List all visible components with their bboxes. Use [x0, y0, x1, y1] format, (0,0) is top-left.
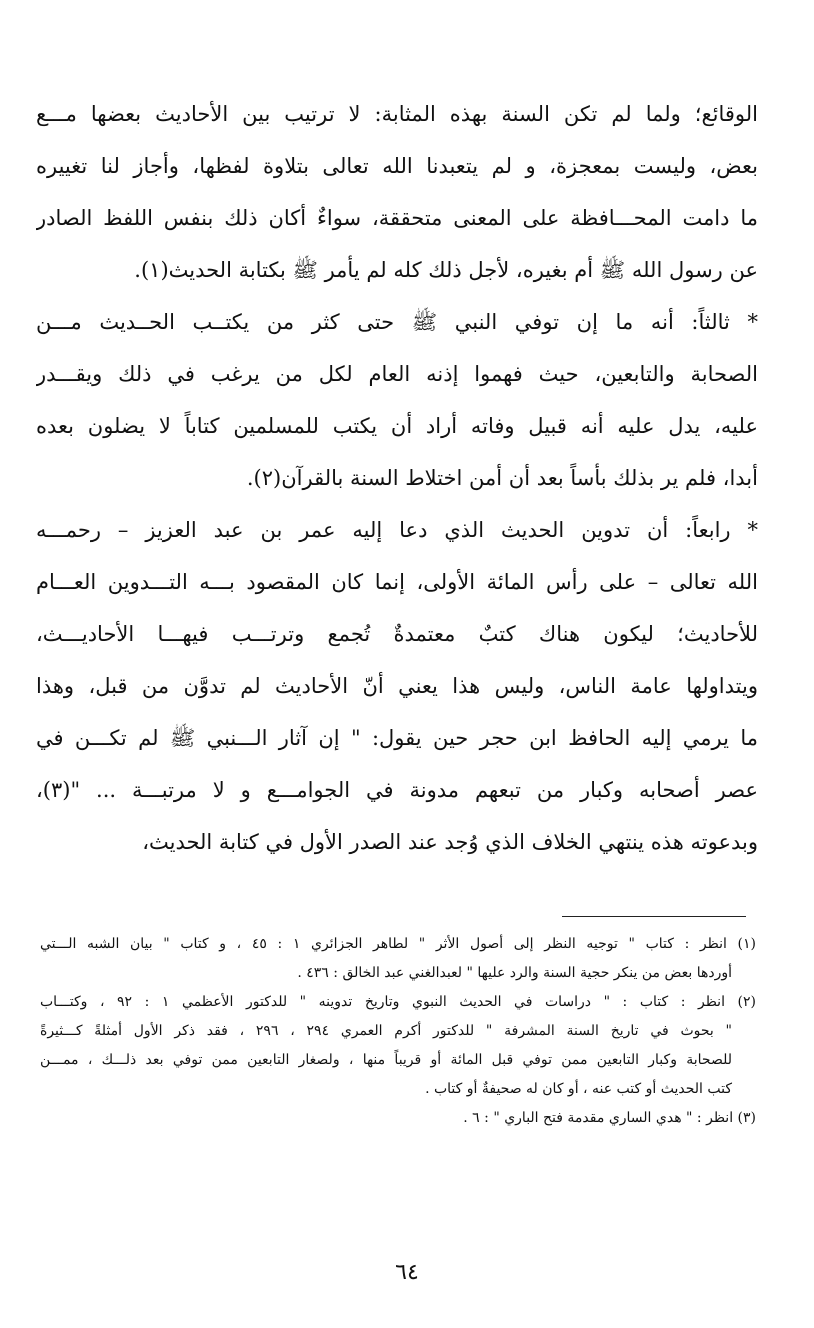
- body-line: عصر أصحابه وكبار من تبعهم مدونة في الجوامـــع و لا مرتبـــة ... "(٣)،: [36, 778, 758, 802]
- body-line: وبدعوته هذه ينتهي الخلاف الذي وُجد عند الصدر الأول في كتابة الحديث،: [142, 830, 758, 854]
- footnote-2-line: للصحابة وكبار التابعين ممن توفي قبل المائة أو قريباً منها ، ولصغار التابعين ممن توفي بعد ذلـــك ، ممـــن: [40, 1052, 732, 1068]
- footnote-2-line: كتب الحديث أو كتب عنه ، أو كان له صحيفةٌ أو كتاب .: [425, 1081, 732, 1097]
- body-line: * ثالثاً: أنه ما إن توفي النبي ﷺ حتى كثر من يكتــب الحــديث مـــن: [36, 310, 758, 334]
- body-line: الوقائع؛ ولما لم تكن السنة بهذه المثابة: لا ترتيب بين الأحاديث بعضها مـــع: [36, 102, 758, 126]
- body-line: عن رسول الله ﷺ أم بغيره، لأجل ذلك كله لم يأمر ﷺ بكتابة الحديث(١).: [134, 258, 758, 282]
- footnote-2-line: " بحوث في تاريخ السنة المشرفة " للدكتور أكرم العمري ٢٩٤ ، ٢٩٦ ، فقد ذكر الأول أمثلةً كـــثيرةً: [40, 1023, 732, 1039]
- body-line: * رابعاً: أن تدوين الحديث الذي دعا إليه عمر بن عبد العزيز – رحمـــه: [36, 518, 758, 542]
- main-text-block: [36, 88, 758, 868]
- body-line: بعض، وليست بمعجزة، و لم يتعبدنا الله تعالى بتلاوة لفظها، وأجاز لنا تغييره: [36, 154, 758, 178]
- footnotes-block: [40, 930, 756, 1133]
- page-number: ٦٤: [395, 1260, 419, 1285]
- footnote-separator: [562, 916, 746, 917]
- body-line: للأحاديث؛ ليكون هناك كتبٌ معتمدةٌ تُجمع وترتـــب فيهـــا الأحاديـــث،: [36, 622, 758, 646]
- body-line: ما دامت المحـــافظة على المعنى متحققة، سواءٌ أكان ذلك بنفس اللفظ الصادر: [36, 206, 758, 230]
- body-line: عليه، يدل عليه أنه قبيل وفاته أراد أن يكتب للمسلمين كتاباً لا يضلون بعده: [36, 414, 758, 438]
- footnote-1-line: (١) انظر : كتاب " توجيه النظر إلى أصول الأثر " لطاهر الجزائري ١ : ٤٥ ، و كتاب " بيان الشبه الـــتي: [40, 936, 756, 952]
- footnote-1-line: أوردها بعض من ينكر حجية السنة والرد عليها " لعبدالغني عبد الخالق : ٤٣٦ .: [297, 965, 732, 981]
- footnote-3-line: (٣) انظر : " هدي الساري مقدمة فتح الباري " : ٦ .: [463, 1110, 756, 1126]
- body-line: ما يرمي إليه الحافظ ابن حجر حين يقول: " إن آثار الـــنبي ﷺ لم تكـــن في: [36, 726, 758, 750]
- footnote-2-line: (٢) انظر : كتاب : " دراسات في الحديث النبوي وتاريخ تدوينه " للدكتور الأعظمي ١ : ٩٢ ، وكتـــاب: [40, 994, 756, 1010]
- body-line: الصحابة والتابعين، حيث فهموا إذنه العام لكل من يرغب في ذلك ويقـــدر: [36, 362, 758, 386]
- body-line: الله تعالى – على رأس المائة الأولى، إنما كان المقصود بـــه التـــدوين العـــام: [36, 570, 758, 594]
- body-line: ويتداولها عامة الناس، وليس هذا يعني أنّ الأحاديث لم تدوَّن من قبل، وهذا: [36, 674, 758, 698]
- body-line: أبدا، فلم ير بذلك بأساً بعد أن أمن اختلاط السنة بالقرآن(٢).: [246, 466, 758, 490]
